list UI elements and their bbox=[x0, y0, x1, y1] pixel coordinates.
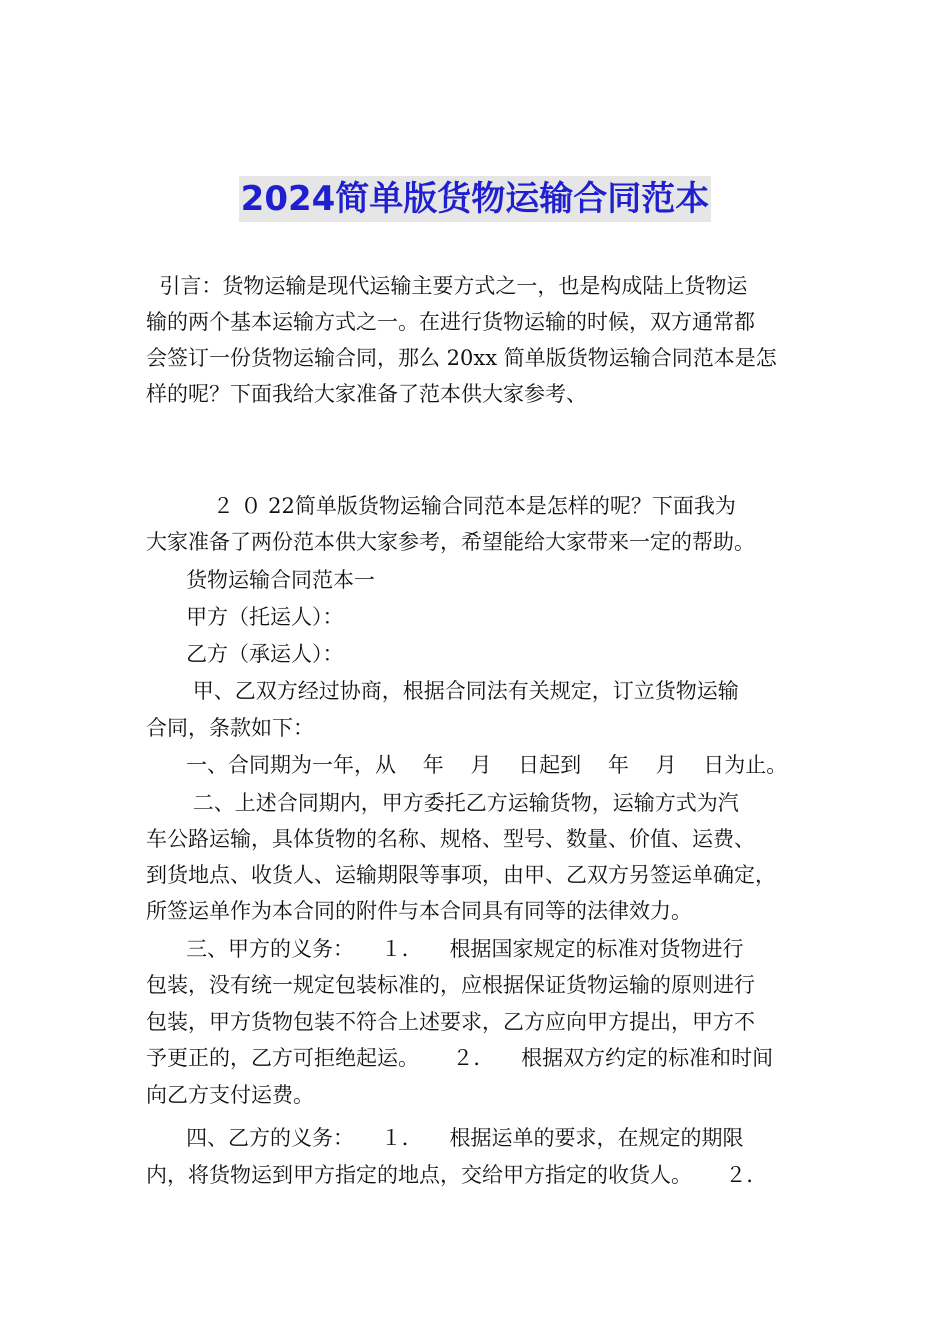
document-title: 2024简单版货物运输合同范本 bbox=[239, 176, 712, 222]
body-line: ２ ０ 22简单版货物运输合同范本是怎样的呢？下面我为 bbox=[146, 494, 736, 518]
body-line: 甲、乙双方经过协商，根据合同法有关规定，订立货物运输 bbox=[146, 679, 739, 703]
body-line: 包装，没有统一规定包装标准的，应根据保证货物运输的原则进行 bbox=[146, 973, 755, 997]
body-line: 货物运输合同范本一 bbox=[146, 568, 376, 592]
body-line: 四、乙方的义务： １． 根据运单的要求，在规定的期限 bbox=[146, 1126, 744, 1150]
body-line: 予更正的，乙方可拒绝起运。 ２． 根据双方约定的标准和时间 bbox=[146, 1046, 774, 1070]
body-line: 所签运单作为本合同的附件与本合同具有同等的法律效力。 bbox=[146, 899, 692, 923]
body-line: 三、甲方的义务： １． 根据国家规定的标准对货物进行 bbox=[146, 937, 744, 961]
body-line: 包装，甲方货物包装不符合上述要求，乙方应向甲方提出，甲方不 bbox=[146, 1010, 755, 1034]
body-line: 一、合同期为一年，从 年 月 日起到 年 月 日为止。 bbox=[146, 753, 788, 777]
intro-line: 样的呢？下面我给大家准备了范本供大家参考、 bbox=[146, 382, 587, 406]
intro-line: 会签订一份货物运输合同，那么 20xx 简单版货物运输合同范本是怎 bbox=[146, 346, 777, 370]
body-line: 内，将货物运到甲方指定的地点，交给甲方指定的收货人。 ２． bbox=[146, 1163, 768, 1187]
body-line: 大家准备了两份范本供大家参考，希望能给大家带来一定的帮助。 bbox=[146, 530, 755, 554]
body-line: 甲方（托运人）： bbox=[146, 605, 344, 629]
body-line: 到货地点、收货人、运输期限等事项，由甲、乙双方另签运单确定， bbox=[146, 863, 776, 887]
body-line: 向乙方支付运费。 bbox=[146, 1083, 314, 1107]
title-container bbox=[0, 176, 950, 222]
intro-line: 输的两个基本运输方式之一。在进行货物运输的时候，双方通常都 bbox=[146, 310, 755, 334]
body-line: 乙方（承运人）： bbox=[146, 642, 344, 666]
body-line: 二、上述合同期内，甲方委托乙方运输货物，运输方式为汽 bbox=[146, 791, 739, 815]
body-line: 合同，条款如下： bbox=[146, 716, 314, 740]
body-line: 车公路运输，具体货物的名称、规格、型号、数量、价值、运费、 bbox=[146, 827, 755, 851]
intro-line: 引言：货物运输是现代运输主要方式之一，也是构成陆上货物运 bbox=[146, 274, 748, 298]
